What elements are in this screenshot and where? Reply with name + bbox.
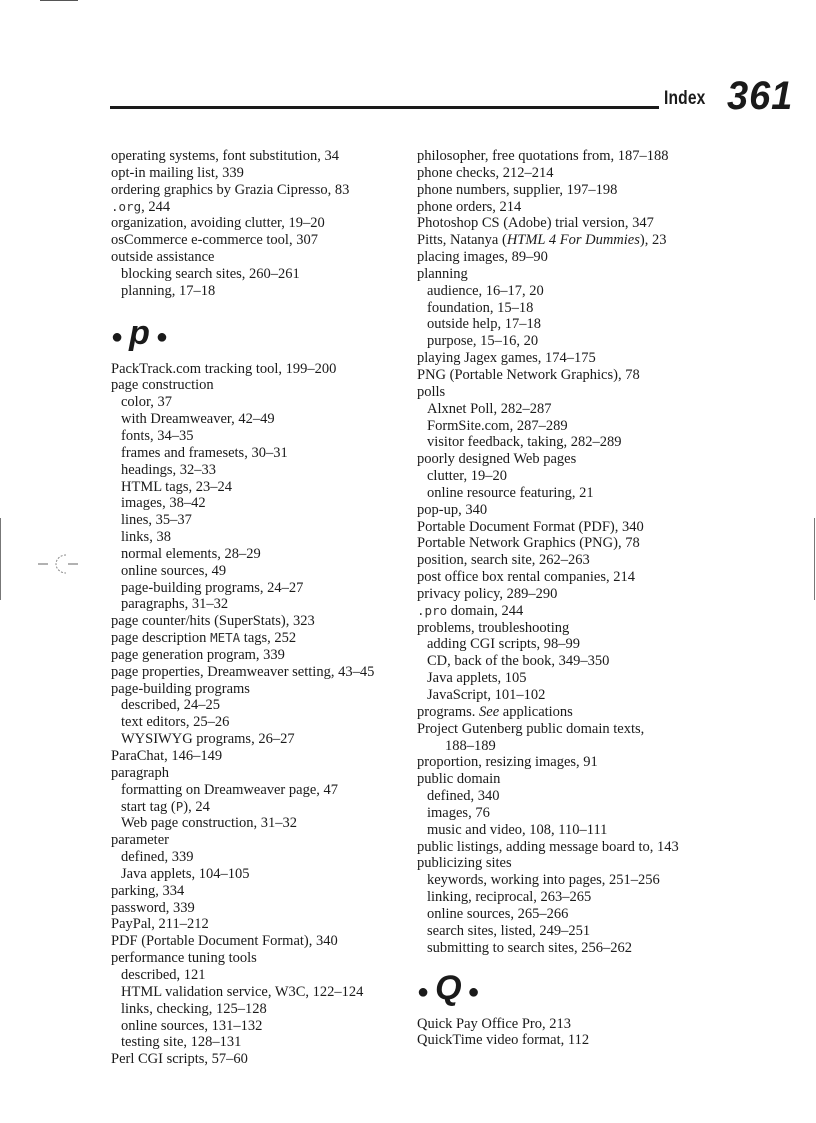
index-subentry: planning, 17–18 — [121, 282, 216, 299]
crop-mark-right — [814, 518, 815, 600]
index-subentry: search sites, listed, 249–251 — [427, 922, 591, 939]
index-subentry: described, 121 — [121, 966, 206, 983]
page-header — [0, 74, 816, 118]
index-entry: outside assistance — [111, 249, 215, 266]
index-entry: parameter — [111, 832, 169, 849]
index-entry: Portable Document Format (PDF), 340 — [417, 518, 644, 535]
index-entry: playing Jagex games, 174–175 — [417, 350, 596, 367]
entry-text: start tag ( — [121, 798, 176, 815]
index-subentry: images, 38–42 — [121, 495, 206, 512]
bullet-icon: ● — [155, 325, 168, 348]
index-subentry: with Dreamweaver, 42–49 — [121, 411, 275, 428]
crop-mark-top — [40, 0, 78, 1]
index-entry: phone numbers, supplier, 197–198 — [417, 181, 618, 198]
index-subentry: page-building programs, 24–27 — [121, 579, 304, 596]
index-entry: page counter/hits (SuperStats), 323 — [111, 613, 315, 630]
index-subentry: CD, back of the book, 349–350 — [427, 653, 610, 670]
entry-text: programs. — [417, 703, 480, 720]
index-entry: post office box rental companies, 214 — [417, 569, 635, 586]
index-subentry: Java applets, 105 — [427, 670, 527, 687]
bullet-icon: ● — [111, 325, 124, 348]
index-subentry — [111, 799, 411, 816]
entry-text: domain, 244 — [447, 602, 524, 619]
index-entry: page properties, Dreamweaver setting, 43–45 — [111, 663, 375, 680]
index-entry: position, search site, 262–263 — [417, 552, 590, 569]
index-subentry: outside help, 17–18 — [427, 316, 541, 333]
index-entry: polls — [417, 383, 446, 400]
index-entry: page construction — [111, 377, 214, 394]
index-subentry: lines, 35–37 — [121, 512, 192, 529]
index-subentry: defined, 340 — [427, 788, 500, 805]
index-entry-continuation: 188–189 — [445, 737, 496, 754]
index-entry: performance tuning tools — [111, 950, 257, 967]
index-subentry: audience, 16–17, 20 — [427, 282, 544, 299]
index-entry: problems, troubleshooting — [417, 619, 570, 636]
index-entry: password, 339 — [111, 899, 195, 916]
index-subentry: testing site, 128–131 — [121, 1034, 242, 1051]
entry-text: ), 23 — [639, 232, 667, 249]
index-subentry: HTML tags, 23–24 — [121, 478, 233, 495]
index-subentry: formatting on Dreamweaver page, 47 — [121, 781, 339, 798]
index-subentry: keywords, working into pages, 251–256 — [427, 872, 660, 889]
page-number: 361 — [727, 74, 794, 118]
index-entry — [417, 704, 717, 721]
index-entry: philosopher, free quotations from, 187–188 — [417, 148, 669, 164]
crop-mark-left — [0, 518, 1, 600]
index-subentry: submitting to search sites, 256–262 — [427, 939, 632, 956]
index-subentry: blocking search sites, 260–261 — [121, 265, 300, 282]
index-subentry: online sources, 49 — [121, 562, 227, 579]
index-entry: page-building programs — [111, 680, 250, 697]
index-subentry: adding CGI scripts, 98–99 — [427, 636, 581, 653]
index-entry: placing images, 89–90 — [417, 249, 548, 266]
index-subentry: headings, 32–33 — [121, 461, 217, 478]
index-entry: Photoshop CS (Adobe) trial version, 347 — [417, 215, 654, 232]
index-subentry: visitor feedback, taking, 282–289 — [427, 434, 622, 451]
index-entry: ParaChat, 146–149 — [111, 748, 223, 764]
index-entry: Quick Pay Office Pro, 213 — [417, 1015, 571, 1032]
index-entry: page generation program, 339 — [111, 646, 285, 663]
index-column-right — [417, 148, 717, 1049]
index-entry: Perl CGI scripts, 57–60 — [111, 1051, 248, 1068]
index-entry: planning — [417, 265, 468, 282]
running-head: Index — [664, 88, 706, 109]
index-entry — [111, 630, 411, 647]
index-subentry: linking, reciprocal, 263–265 — [427, 889, 592, 906]
index-subentry: normal elements, 28–29 — [121, 545, 261, 562]
index-entry: poorly designed Web pages — [417, 451, 577, 468]
index-subentry: color, 37 — [121, 394, 172, 411]
index-subentry: described, 24–25 — [121, 697, 221, 714]
index-subentry: defined, 339 — [121, 849, 194, 866]
index-subentry: music and video, 108, 110–111 — [427, 821, 608, 838]
entry-text: Pitts, Natanya ( — [417, 232, 507, 249]
index-subentry: HTML validation service, W3C, 122–124 — [121, 983, 364, 1000]
index-entry: operating systems, font substitution, 34 — [111, 148, 339, 164]
index-subentry: text editors, 25–26 — [121, 714, 230, 731]
entry-text: applications — [499, 703, 573, 720]
index-entry: paragraph — [111, 764, 169, 781]
index-subentry: foundation, 15–18 — [427, 299, 534, 316]
index-entry: phone orders, 214 — [417, 198, 522, 215]
index-entry: publicizing sites — [417, 855, 512, 872]
index-subentry: purpose, 15–16, 20 — [427, 333, 539, 350]
index-entry: PDF (Portable Document Format), 340 — [111, 933, 338, 950]
code-term: .org — [111, 198, 142, 214]
book-title: HTML 4 For Dummies — [506, 232, 640, 249]
index-subentry: images, 76 — [427, 804, 490, 821]
index-entry: PackTrack.com tracking tool, 199–200 — [111, 360, 337, 377]
entry-text: ), 24 — [183, 798, 210, 815]
index-subentry: Web page construction, 31–32 — [121, 815, 298, 832]
index-entry: PayPal, 211–212 — [111, 916, 209, 933]
index-subentry: paragraphs, 31–32 — [121, 596, 229, 613]
index-subentry: links, checking, 125–128 — [121, 1000, 267, 1017]
index-subentry: Alxnet Poll, 282–287 — [427, 400, 552, 417]
see-reference: See — [479, 703, 500, 720]
index-entry: PNG (Portable Network Graphics), 78 — [417, 366, 640, 383]
index-subentry: JavaScript, 101–102 — [427, 687, 546, 703]
index-subentry: online sources, 131–132 — [121, 1017, 263, 1034]
header-rule — [110, 106, 659, 109]
entry-text: page description — [111, 630, 211, 647]
entry-text: tags, 252 — [240, 630, 297, 647]
bullet-icon: ● — [467, 980, 480, 1003]
index-entry: QuickTime video format, 112 — [417, 1032, 590, 1049]
index-entry — [417, 603, 717, 620]
index-entry: parking, 334 — [111, 882, 185, 899]
index-entry: public listings, adding message board to, 143 — [417, 838, 679, 855]
index-subentry: frames and framesets, 30–31 — [121, 444, 288, 461]
section-letter: Q — [435, 968, 462, 1007]
bullet-icon: ● — [417, 980, 430, 1003]
index-entry: ordering graphics by Grazia Cipresso, 83 — [111, 181, 350, 198]
index-entry — [111, 199, 411, 216]
index-entry: organization, avoiding clutter, 19–20 — [111, 215, 325, 232]
section-heading-p — [111, 310, 411, 356]
registration-mark — [36, 551, 80, 575]
index-entry — [417, 232, 717, 249]
index-subentry: fonts, 34–35 — [121, 427, 194, 444]
index-subentry: Java applets, 104–105 — [121, 865, 250, 882]
index-entry: osCommerce e-commerce tool, 307 — [111, 232, 318, 249]
code-term: META — [210, 630, 241, 646]
index-subentry: online sources, 265–266 — [427, 905, 569, 922]
index-entry: phone checks, 212–214 — [417, 164, 554, 181]
index-entry: Portable Network Graphics (PNG), 78 — [417, 535, 640, 552]
index-entry: proportion, resizing images, 91 — [417, 754, 598, 771]
index-entry: privacy policy, 289–290 — [417, 585, 558, 602]
index-entry: pop-up, 340 — [417, 501, 488, 518]
index-entry: Project Gutenberg public domain texts, — [417, 720, 645, 737]
code-term: P — [175, 798, 184, 814]
section-letter: p — [129, 313, 150, 352]
index-subentry: online resource featuring, 21 — [427, 484, 594, 501]
entry-text: , 244 — [141, 198, 171, 215]
section-heading-q — [417, 965, 717, 1011]
index-subentry: links, 38 — [121, 529, 171, 546]
index-column-left — [111, 148, 411, 1068]
index-subentry: clutter, 19–20 — [427, 468, 507, 485]
code-term: .pro — [417, 602, 448, 618]
index-subentry: WYSIWYG programs, 26–27 — [121, 731, 295, 748]
index-subentry: FormSite.com, 287–289 — [427, 417, 568, 434]
index-entry: public domain — [417, 771, 501, 788]
index-entry: opt-in mailing list, 339 — [111, 164, 244, 181]
